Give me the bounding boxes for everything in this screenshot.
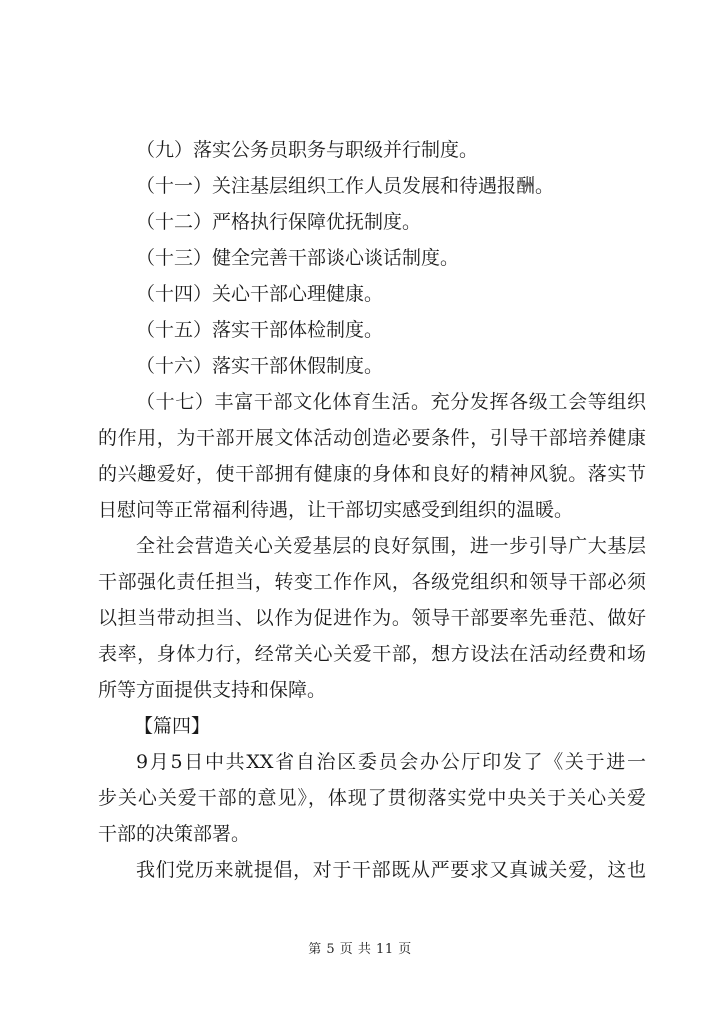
list-item: （十四）关心干部心理健康。 xyxy=(136,283,384,305)
page-footer: 第 5 页 共 11 页 xyxy=(308,942,412,957)
paragraph-line: 的作用，为干部开展文体活动创造必要条件，引导干部培养健康 xyxy=(98,427,646,449)
paragraph-line: 步关心关爱干部的意见》，体现了贯彻落实党中央关于关心关爱 xyxy=(98,787,646,809)
list-item: （十一）关注基层组织工作人员发展和待遇报酬。 xyxy=(136,175,555,197)
paragraph-item-17 xyxy=(98,384,646,528)
paragraph-line: 表率，身体力行，经常关心关爱干部，想方设法在活动经费和场 xyxy=(98,643,646,665)
paragraph-line: 的兴趣爱好，使干部拥有健康的身体和良好的精神风貌。落实节 xyxy=(98,463,646,485)
paragraph-line: 我们党历来就提倡，对于干部既从严要求又真诚关爱，这也 xyxy=(136,859,646,881)
paragraph-last xyxy=(98,852,646,888)
list-item: （十二）严格执行保障优抚制度。 xyxy=(136,211,422,233)
list-item: （九）落实公务员职务与职级并行制度。 xyxy=(136,139,479,161)
paragraph-line: 以担当带动担当、以作为促进作为。领导干部要率先垂范、做好 xyxy=(98,607,646,629)
list-item: （十三）健全完善干部谈心谈话制度。 xyxy=(136,247,460,269)
paragraph-line: 9月5日中共XX省自治区委员会办公厅印发了《关于进一 xyxy=(136,751,646,773)
list-item: （十五）落实干部体检制度。 xyxy=(136,319,384,341)
section-heading: 【篇四】 xyxy=(134,715,211,737)
paragraph-line: 日慰问等正常福利待遇，让干部切实感受到组织的温暖。 xyxy=(98,499,574,521)
document-body xyxy=(98,132,646,888)
list-item: （十六）落实干部休假制度。 xyxy=(136,355,384,377)
paragraph-society xyxy=(98,528,646,708)
paragraph-line: 全社会营造关心关爱基层的良好氛围，进一步引导广大基层 xyxy=(136,535,646,557)
paragraph-sep5 xyxy=(98,744,646,852)
paragraph-line: 所等方面提供支持和保障。 xyxy=(98,679,327,701)
paragraph-line: （十七）丰富干部文化体育生活。充分发挥各级工会等组织 xyxy=(136,391,646,413)
paragraph-line: 干部强化责任担当，转变工作作风，各级党组织和领导干部必须 xyxy=(98,571,646,593)
paragraph-line: 干部的决策部署。 xyxy=(98,823,251,845)
